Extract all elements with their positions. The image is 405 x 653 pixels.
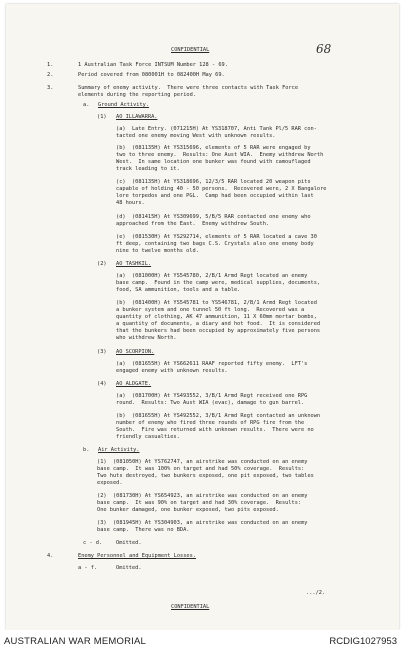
ao4-number: (4) <box>97 381 107 387</box>
ao2-a-line3: food, SA ammunition, tools and a table. <box>116 287 241 293</box>
c-d-text: Omitted. <box>116 540 142 546</box>
air1-line4: exposed. <box>97 480 123 486</box>
item3-line1: Summary of enemy activity. There were three contacts with Task Force <box>78 85 299 91</box>
ao4-a-line1: (a) (081700H) At YS493552, 3/B/1 Armd Regt received one RPG <box>116 393 308 399</box>
ao2-b-line6: who withdrew North. <box>116 335 177 341</box>
section-a-title: Ground Activity. <box>98 102 150 108</box>
ao2-b-line2: a bunker system and one tunnel 50 ft long. Recovered was a <box>116 307 305 313</box>
item3-line2: elements during the reporting period. <box>78 92 196 98</box>
air2-line1: (2) (081730H) At YS654923, an airstrike was conducted on an enemy <box>97 493 308 499</box>
item1-number: 1. <box>47 62 54 68</box>
ao1-b-line4: track leading to it. <box>116 166 180 172</box>
item3-number: 3. <box>47 85 54 91</box>
ao2-number: (2) <box>97 261 107 267</box>
ao1-d-line2: approached from the East. Enemy withdrew South. <box>116 221 270 227</box>
ao3-a-line2: engaged enemy with unknown results. <box>116 368 228 374</box>
ao4-b-line2: number of enemy who fired three rounds of RPG fire from the <box>116 420 305 426</box>
archive-id: RCDIG1027953 <box>329 636 397 647</box>
archive-name: AUSTRALIAN WAR MEMORIAL <box>4 636 147 647</box>
ao1-b-line3: West. In same location one bunker was found with camouflaged <box>116 159 311 165</box>
ao1-number: (1) <box>97 114 107 120</box>
ao2-b-line1: (b) (081400H) At YS545781 to YS546781, 2/B/1 Armd Regt located <box>116 300 317 306</box>
ao4-a-line2: round. Results: Two Aust WIA (evac), damage to gun barrel. <box>116 400 305 406</box>
continued-marker: .../2. <box>306 590 326 596</box>
section-a-letter: a. <box>83 102 90 108</box>
ao2-b-line5: that the bunkers had been occupied by approximately five persons <box>116 328 321 334</box>
air1-line2: base camp. It was 100% on target and had 50% coverage. Results: <box>97 466 305 472</box>
ao1-c-line2: capable of holding 40 - 50 persons. Recovered were, 2 X Bangalore <box>116 186 327 192</box>
ao2-title: AO TASHKIL. <box>116 261 152 267</box>
item4-number: 4. <box>47 553 54 559</box>
ao2-b-line4: a quantity of documents, a diary and hot food. It is considered <box>116 321 321 327</box>
ao1-title: AO ILLAWARRA. <box>116 114 158 120</box>
ao1-d-line1: (d) (081415H) At YS309699, 5/B/5 RAR contacted one enemy who <box>116 214 311 220</box>
air1-line3: Two huts destroyed, two bunkers exposed, one pit exposed, two tables <box>97 473 314 479</box>
handwritten-page-number: 68 <box>316 42 332 56</box>
air3-line1: (3) (081945H) At YS304903, an airstrike was conducted on an enemy <box>97 520 308 526</box>
ao1-e-line3: nine to twelve months old. <box>116 248 199 254</box>
ao4-b-line4: friendly casualties. <box>116 434 180 440</box>
archive-footer <box>0 630 405 653</box>
air2-line2: base camp. It was 90% on target and had 30% coverage. Results: <box>97 500 302 506</box>
section-b-title: Air Activity. <box>98 447 140 453</box>
ao3-number: (3) <box>97 349 107 355</box>
section-b-letter: b. <box>83 447 90 453</box>
a-f-label: a - f. <box>78 565 98 571</box>
ao2-b-line3: quantity of clothing, AK 47 ammunition, 11 X 60mm mortar bombs, <box>116 314 317 320</box>
item2-text: Period covered from 080001H to 082400H May 69. <box>78 72 225 78</box>
c-d-label: c - d. <box>83 540 103 546</box>
air1-line1: (1) (081050H) At YS762747, an airstrike was conducted on an enemy <box>97 459 308 465</box>
ao2-a-line1: (a) (081000H) At YS545780, 2/B/1 Armd Regt located an enemy <box>116 273 308 279</box>
ao1-c-line3: lore torpedos and one PGL. Camp had been occupied within last <box>116 193 314 199</box>
ao1-e-line1: (e) (081530H) At YS292714, elements of 5 RAR located a cave 30 <box>116 234 317 240</box>
ao3-a-line1: (a) (081655H) At YS662611 RAAF reported fifty enemy. LFT's <box>116 361 308 367</box>
a-f-text: Omitted. <box>116 565 142 571</box>
classification-bottom: CONFIDENTIAL <box>171 604 210 610</box>
air3-line2: base camp. There was no BDA. <box>97 527 190 533</box>
ao4-b-line3: South. Fire was returned with unknown results. There were no <box>116 427 314 433</box>
ao1-b-line1: (b) (081135H) At YS315696, elements of 5 RAR were engaged by <box>116 145 311 151</box>
ao4-b-line1: (b) (081655H) At YS492552, 3/B/1 Armd Regt contacted an unknown <box>116 413 321 419</box>
ao1-c-line4: 48 hours. <box>116 200 145 206</box>
ao1-a-line1: (a) Late Entry. (071215H) At YS318707, Anti Tank Pl/5 RAR con- <box>116 126 317 132</box>
document-page <box>6 4 399 630</box>
classification-top: CONFIDENTIAL <box>171 47 210 53</box>
ao3-title: AO SCORPION. <box>116 349 155 355</box>
item1-text: 1 Australian Task Force INTSUM Number 128 - 69. <box>78 62 228 68</box>
item4-title: Enemy Personnel and Equipment Losses. <box>78 553 196 559</box>
ao1-b-line2: two to three enemy. Results: One Aust WIA. Enemy withdrew North <box>116 152 324 158</box>
ao2-a-line2: base camp. Found in the camp were, medical supplies, documents, <box>116 280 321 286</box>
ao4-title: AO ALDGATE. <box>116 381 152 387</box>
air2-line3: One bunker damaged, one bunker exposed, two pits exposed. <box>97 507 279 513</box>
ao1-a-line2: tacted one enemy moving West with unknown results. <box>116 133 276 139</box>
ao1-e-line2: ft deep, containing two bags C.S. Crystals also one enemy body <box>116 241 314 247</box>
ao1-c-line1: (c) (081135H) At YS318696, 12/3/5 RAR located 20 weapon pits <box>116 179 311 185</box>
item2-number: 2. <box>47 72 54 78</box>
